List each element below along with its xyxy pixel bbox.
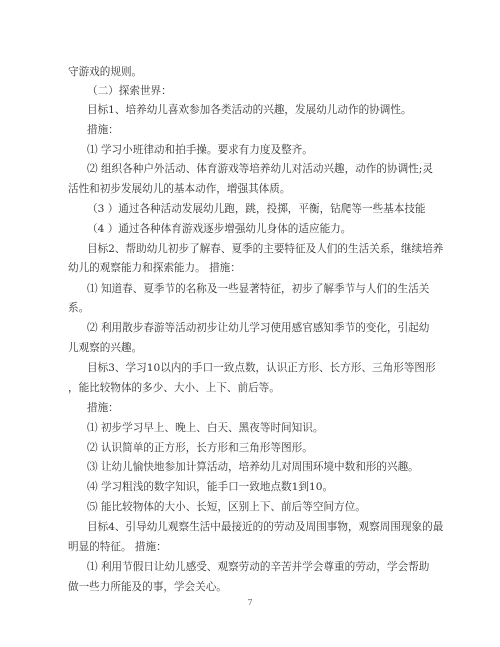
text-line: （3 ）通过各种活动发展幼儿跑，跳，投掷，平衡，钻爬等一些基本技能 (87, 203, 426, 215)
text-line: 做一些力所能及的事，学会关心。 (68, 581, 227, 593)
goal-heading: 目标3、学习10以内的手口一致点数，认识正方形、长方形、三角形等图形 (87, 362, 436, 374)
measures-label: 措施： (87, 402, 119, 414)
text-line: 守游戏的规则。 (68, 66, 143, 78)
text-line: ，能比较物体的多少、大小、上下、前后等。 (68, 382, 280, 394)
text-line: 系。 (68, 302, 90, 314)
text-line: ⑴ 利用节假日让幼儿感受、观察劳动的辛苦并学会尊重的劳动，学会帮助 (87, 561, 430, 573)
text-line: ⑴ 知道春、夏季节的名称及一些显著特征，初步了解季节与人们的生活关 (87, 283, 430, 295)
text-line: ⑵ 认识简单的正方形，长方形和三角形等图形。 (87, 442, 313, 454)
text-line: ⑶ 让幼儿愉快地参加计算活动，培养幼儿对周围环境中数和形的兴趣。 (87, 461, 419, 473)
text-line: ⑴ 初步学习早上、晚上、白天、黑夜等时间知识。 (87, 422, 324, 434)
text-line: 儿观察的兴趣。 (68, 342, 143, 354)
text-line: ⑷ 学习粗浅的数字知识，能手口一致地点数1到10。 (87, 481, 334, 493)
text-line: ⑸ 能比较物体的大小、长短，区别上下、前后等空间方位。 (87, 501, 366, 513)
goal-heading: 目标1、培养幼儿喜欢参加各类活动的兴趣，发展幼儿动作的协调性。 (87, 104, 412, 116)
text-line: 明显的特征。 措施： (68, 541, 167, 553)
page-number: 7 (247, 598, 253, 607)
text-line: ⑵ 组织各种户外活动、体育游戏等培养幼儿对活动兴趣，动作的协调性;灵 (87, 163, 433, 175)
measures-label: 措施： (87, 124, 119, 136)
text-line: ⑵ 利用散步春游等活动初步让幼儿学习使用感官感知季节的变化，引起幼 (87, 322, 430, 334)
goal-heading: 目标2、帮助幼儿初步了解春、夏季的主要特征及人们的生活关系，继续培养 (87, 243, 444, 255)
text-line: ⑴ 学习小班律动和拍手操。要求有力度及整齐。 (87, 144, 313, 156)
text-line: 幼儿的观察能力和探索能力。 措施： (68, 262, 241, 274)
section-heading: （二）探索世界： (87, 85, 172, 97)
text-line: （4 ）通过各种体育游戏逐步增强幼儿身体的适应能力。 (87, 223, 352, 235)
goal-heading: 目标4、引导幼儿观察生活中最接近的的劳动及周围事物，观察周围现象的最 (87, 521, 444, 533)
text-line: 活性和初步发展幼儿的基本动作，增强其体质。 (68, 183, 291, 195)
